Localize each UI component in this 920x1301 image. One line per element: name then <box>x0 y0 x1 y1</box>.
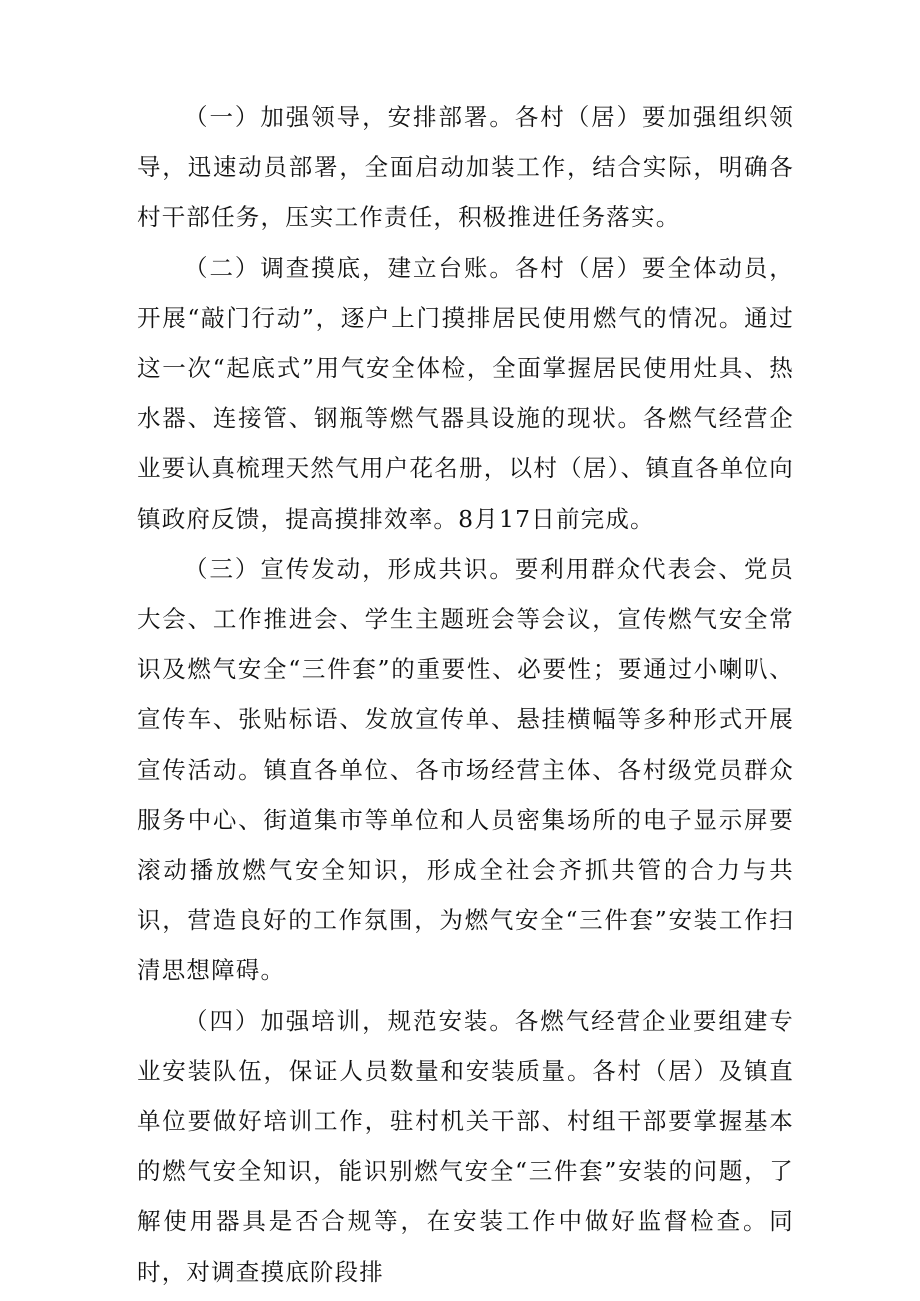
document-body <box>137 92 794 1297</box>
paragraph-training-installation: （四）加强培训，规范安装。各燃气经营企业要组建专业安装队伍，保证人员数量和安装质量。各村（居）及镇直单位要做好培训工作，驻村机关干部、村组干部要掌握基本的燃气安全知识，能识别燃气安全“三件套”安装的问题，了解使用器具是否合规等，在安装工作中做好监督检查。同时，对调查摸底阶段排 <box>137 1006 794 1286</box>
paragraph-strengthen-leadership: （一）加强领导，安排部署。各村（居）要加强组织领导，迅速动员部署，全面启动加装工作，结合实际，明确各村干部任务，压实工作责任，积极推进任务落实。 <box>137 103 794 232</box>
paragraph-publicity-consensus: （三）宣传发动，形成共识。要利用群众代表会、党员大会、工作推进会、学生主题班会等会议，宣传燃气安全常识及燃气安全“三件套”的重要性、必要性；要通过小喇叭、宣传车、张贴标语、发放宣传单、悬挂横幅等多种形式开展宣传活动。镇直各单位、各市场经营主体、各村级党员群众服务中心、街道集市等单位和人员密集场所的电子显示屏要滚动播放燃气安全知识，形成全社会齐抓共管的合力与共识，营造良好的工作氛围，为燃气安全“三件套”安装工作扫清思想障碍。 <box>137 554 794 985</box>
paragraph-survey-ledger: （二）调查摸底，建立台账。各村（居）要全体动员，开展“敲门行动”，逐户上门摸排居民使用燃气的情况。通过这一次“起底式”用气安全体检，全面掌握居民使用灶具、热水器、连接管、钢瓶等燃气器具设施的现状。各燃气经营企业要认真梳理天然气用户花名册，以村（居）、镇直各单位向镇政府反馈，提高摸排效率。8月17日前完成。 <box>137 253 794 533</box>
